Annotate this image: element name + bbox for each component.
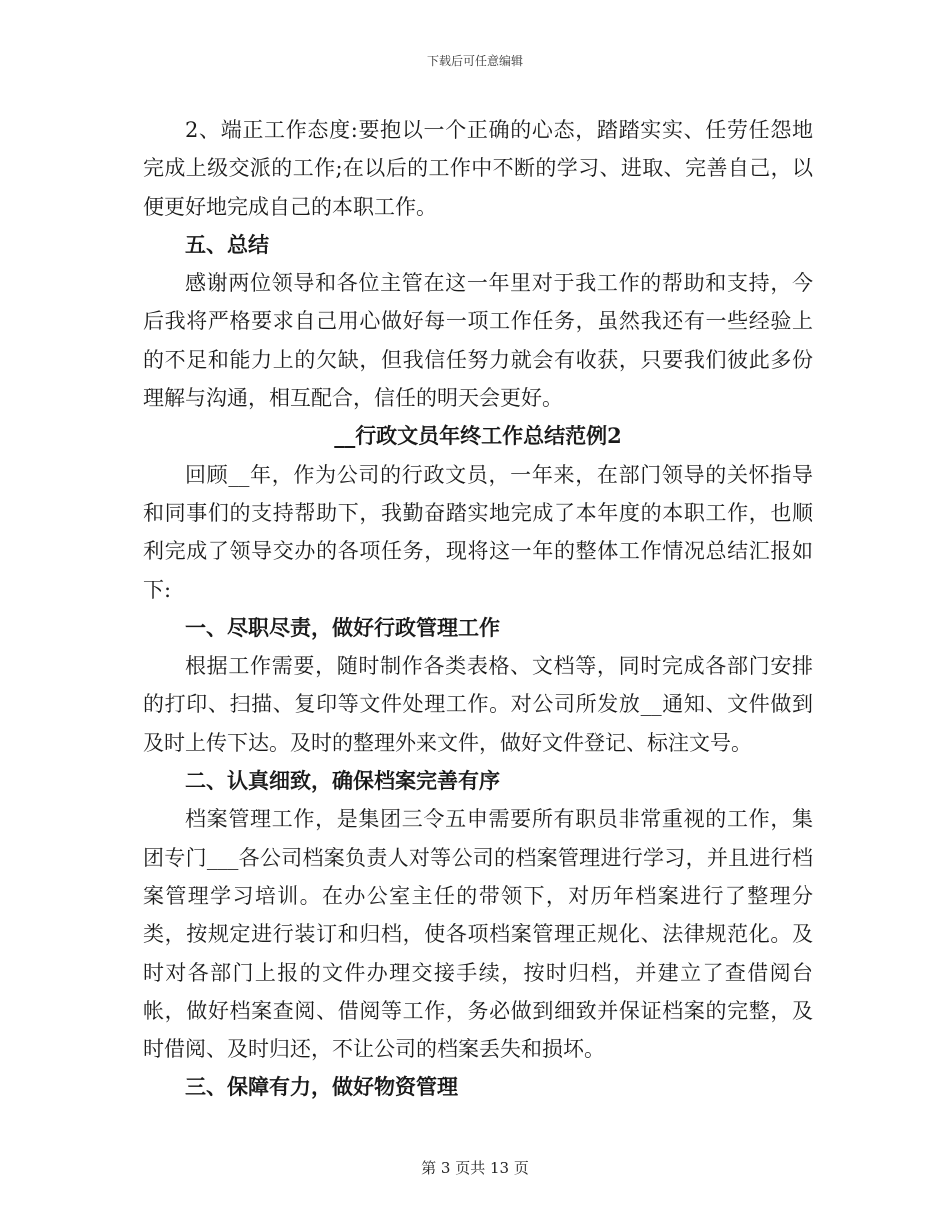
section-heading-summary: 五、总结	[185, 231, 269, 257]
paragraph-archive: 档案管理工作，是集团三令五申需要所有职员非常重视的工作，集团专门___各公司档案负责人对等公司的档案管理进行学习，并且进行档案管理学习培训。在办公室主任的带领下，对历年档案进行了整理分类，按规定进行装订和归档，使各项档案管理正规化、法律规范化。及时对各部门上报的文件办理交接手续，按时归档，并建立了查借阅台帐，做好档案查阅、借阅等工作，务必做到细致并保证档案的完整，及时借阅、及时归还，不让公司的档案丢失和损坏。	[143, 807, 813, 1062]
paragraph-attitude: 2、端正工作态度:要抱以一个正确的心态，踏踏实实、任劳任怨地完成上级交派的工作;在以后的工作中不断的学习、进取、完善自己，以便更好地完成自己的本职工作。	[143, 118, 813, 219]
document-title: __行政文员年终工作总结范例2	[334, 423, 622, 449]
section-heading-archive: 二、认真细致，确保档案完善有序	[185, 768, 500, 794]
section-heading-supplies: 三、保障有力，做好物资管理	[185, 1074, 458, 1100]
paragraph-thanks: 感谢两位领导和各位主管在这一年里对于我工作的帮助和支持，今后我将严格要求自己用心做好每一项工作任务，虽然我还有一些经验上的不足和能力上的欠缺，但我信任努力就会有收获，只要我们彼此多份理解与沟通，相互配合，信任的明天会更好。	[143, 271, 813, 411]
document-body	[143, 111, 813, 1107]
paragraph-review: 回顾__年，作为公司的行政文员，一年来，在部门领导的关怀指导和同事们的支持帮助下，我勤奋踏实地完成了本年度的本职工作，也顺利完成了领导交办的各项任务，现将这一年的整体工作情况总结汇报如下:	[143, 462, 813, 602]
section-heading-admin: 一、尽职尽责，做好行政管理工作	[185, 614, 500, 640]
page-header: 下载后可任意编辑	[426, 54, 523, 68]
page-footer: 第 3 页共 13 页	[421, 1159, 529, 1177]
paragraph-admin: 根据工作需要，随时制作各类表格、文档等，同时完成各部门安排的打印、扫描、复印等文件处理工作。对公司所发放__通知、文件做到及时上传下达。及时的整理外来文件，做好文件登记、标注文号。	[143, 654, 813, 755]
